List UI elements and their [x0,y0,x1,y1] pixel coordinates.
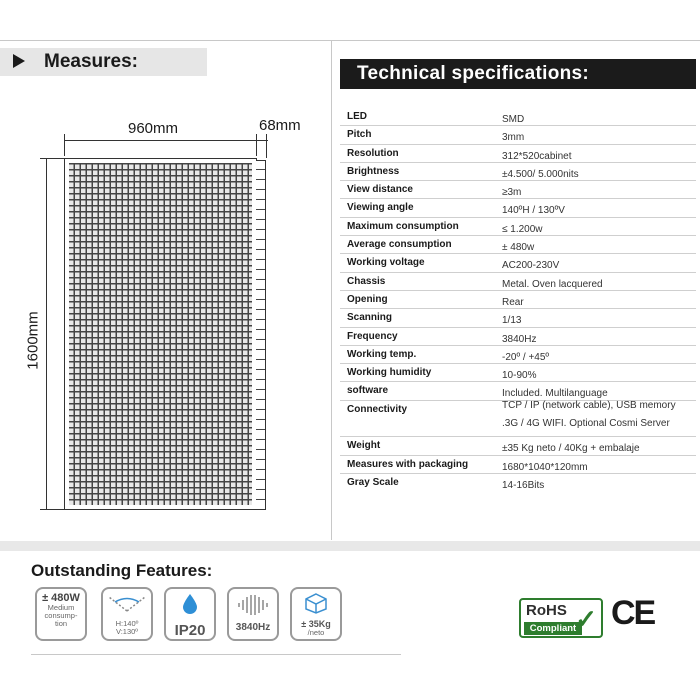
spec-value: 10-90% [502,370,537,382]
spec-row [340,218,696,236]
depth-label: 68mm [259,117,301,134]
spec-value-continued: .3G / 4G WIFI. Optional Cosmi Server [502,417,670,429]
measures-title: Measures: [44,51,138,72]
feature-consumption-line1: Medium [47,603,75,612]
feature-frequency-value: 3840Hz [235,622,271,633]
spec-value: 3840Hz [502,333,537,345]
led-panel-front [64,158,257,510]
width-dimension-line [64,140,257,141]
feature-ip-rating [164,587,216,641]
spec-value: ± 480w [502,242,535,254]
spec-label: Average consumption [347,239,452,251]
height-extension-bottom [40,509,64,510]
spec-value: ≤ 1.200w [502,223,543,235]
spec-label: software [347,385,389,397]
spec-row [340,474,696,492]
height-label: 1600mm [24,311,42,370]
spec-label: LED [347,111,367,122]
feature-angle-h: H:140º [115,619,139,628]
spec-row [340,126,696,144]
top-divider [0,40,700,41]
spec-label: Working voltage [347,257,425,269]
checkmark-icon: ✓ [575,604,597,634]
features-band [0,541,700,551]
spec-value: 1/13 [502,315,522,327]
spec-label: Gray Scale [347,476,399,488]
spec-label: Opening [347,293,388,305]
spec-label: Pitch [347,129,372,141]
spec-row [340,163,696,181]
spec-value: Metal. Oven lacquered [502,278,603,290]
spec-row [340,456,696,474]
spec-value: SMD [502,114,525,125]
feature-viewing-angle [101,587,153,641]
spec-label: Scanning [347,312,393,324]
spec-label: Chassis [347,275,386,287]
feature-angle-v: V:130º [115,627,139,636]
spec-label: View distance [347,184,413,196]
spec-value: -20º / +45º [502,351,550,363]
spec-label: Resolution [347,147,399,159]
spec-row [340,254,696,272]
feature-weight [290,587,342,641]
rohs-compliant-text: Compliant [524,622,582,635]
spec-row [340,181,696,199]
spec-row [340,328,696,346]
rohs-text: RoHS [526,602,567,619]
spec-label: Measures with packaging [347,458,469,470]
water-drop-icon [180,593,200,615]
viewing-angle-icon [103,593,151,615]
feature-consumption-line3: tion [54,619,68,628]
spec-row [340,199,696,217]
spec-row [340,401,696,438]
spec-value: 312*520cabinet [502,150,572,162]
feature-consumption-line2: consump- [44,611,78,620]
width-extension-right [256,134,257,156]
spec-value: 140ºH / 130ºV [502,205,565,217]
features-title: Outstanding Features: [31,561,213,580]
rohs-logo [519,598,603,638]
spec-row [340,145,696,163]
spec-row [340,236,696,254]
spec-label: Working humidity [347,367,432,379]
spec-row [340,437,696,455]
column-divider [331,40,332,540]
spec-row [340,346,696,364]
spec-value: Rear [502,296,524,308]
weight-box-icon [304,592,328,614]
feature-consumption [35,587,87,641]
spec-label: Weight [347,440,381,452]
depth-extension-right [266,134,267,158]
spec-value: Included. Multilanguage [502,388,608,400]
spec-row [340,108,696,126]
specs-table [340,108,696,492]
spec-label: Viewing angle [347,202,414,214]
feature-ip-value: IP20 [174,622,206,639]
led-panel-side [256,160,266,510]
ce-mark: CE [611,594,655,632]
width-label: 960mm [128,120,179,137]
feature-consumption-value: ± 480W [42,592,80,604]
spec-value: 1680*1040*120mm [502,461,588,473]
spec-label: Frequency [347,330,398,342]
spec-label: Working temp. [347,348,417,360]
spec-value: ≥3m [502,187,522,199]
led-module-grid [69,163,252,505]
spec-value: TCP / IP (network cable), USB memory [502,399,676,411]
spec-label: Maximum consumption [347,220,459,232]
feature-frequency [227,587,279,641]
height-dimension-line [46,158,47,510]
spec-row [340,309,696,327]
width-extension-left [64,134,65,156]
feature-weight-value: ± 35Kg [301,619,331,629]
height-extension-top [40,158,64,159]
frequency-wave-icon [231,593,275,617]
spec-row [340,364,696,382]
spec-value: 14-16Bits [502,479,545,491]
play-arrow-icon [13,54,25,68]
specs-title: Technical specifications: [357,63,590,84]
spec-value: ±35 Kg neto / 40Kg + embalaje [502,443,640,455]
spec-label: Connectivity [347,403,408,415]
spec-label: Brightness [347,165,400,177]
spec-value: ±4.500/ 5.000nits [502,168,579,180]
spec-value: 3mm [502,132,525,144]
depth-dimension-line [256,140,268,141]
bottom-divider [31,654,401,655]
feature-weight-unit: /neto [307,628,325,637]
spec-row [340,273,696,291]
spec-row [340,291,696,309]
spec-value: AC200-230V [502,260,560,272]
